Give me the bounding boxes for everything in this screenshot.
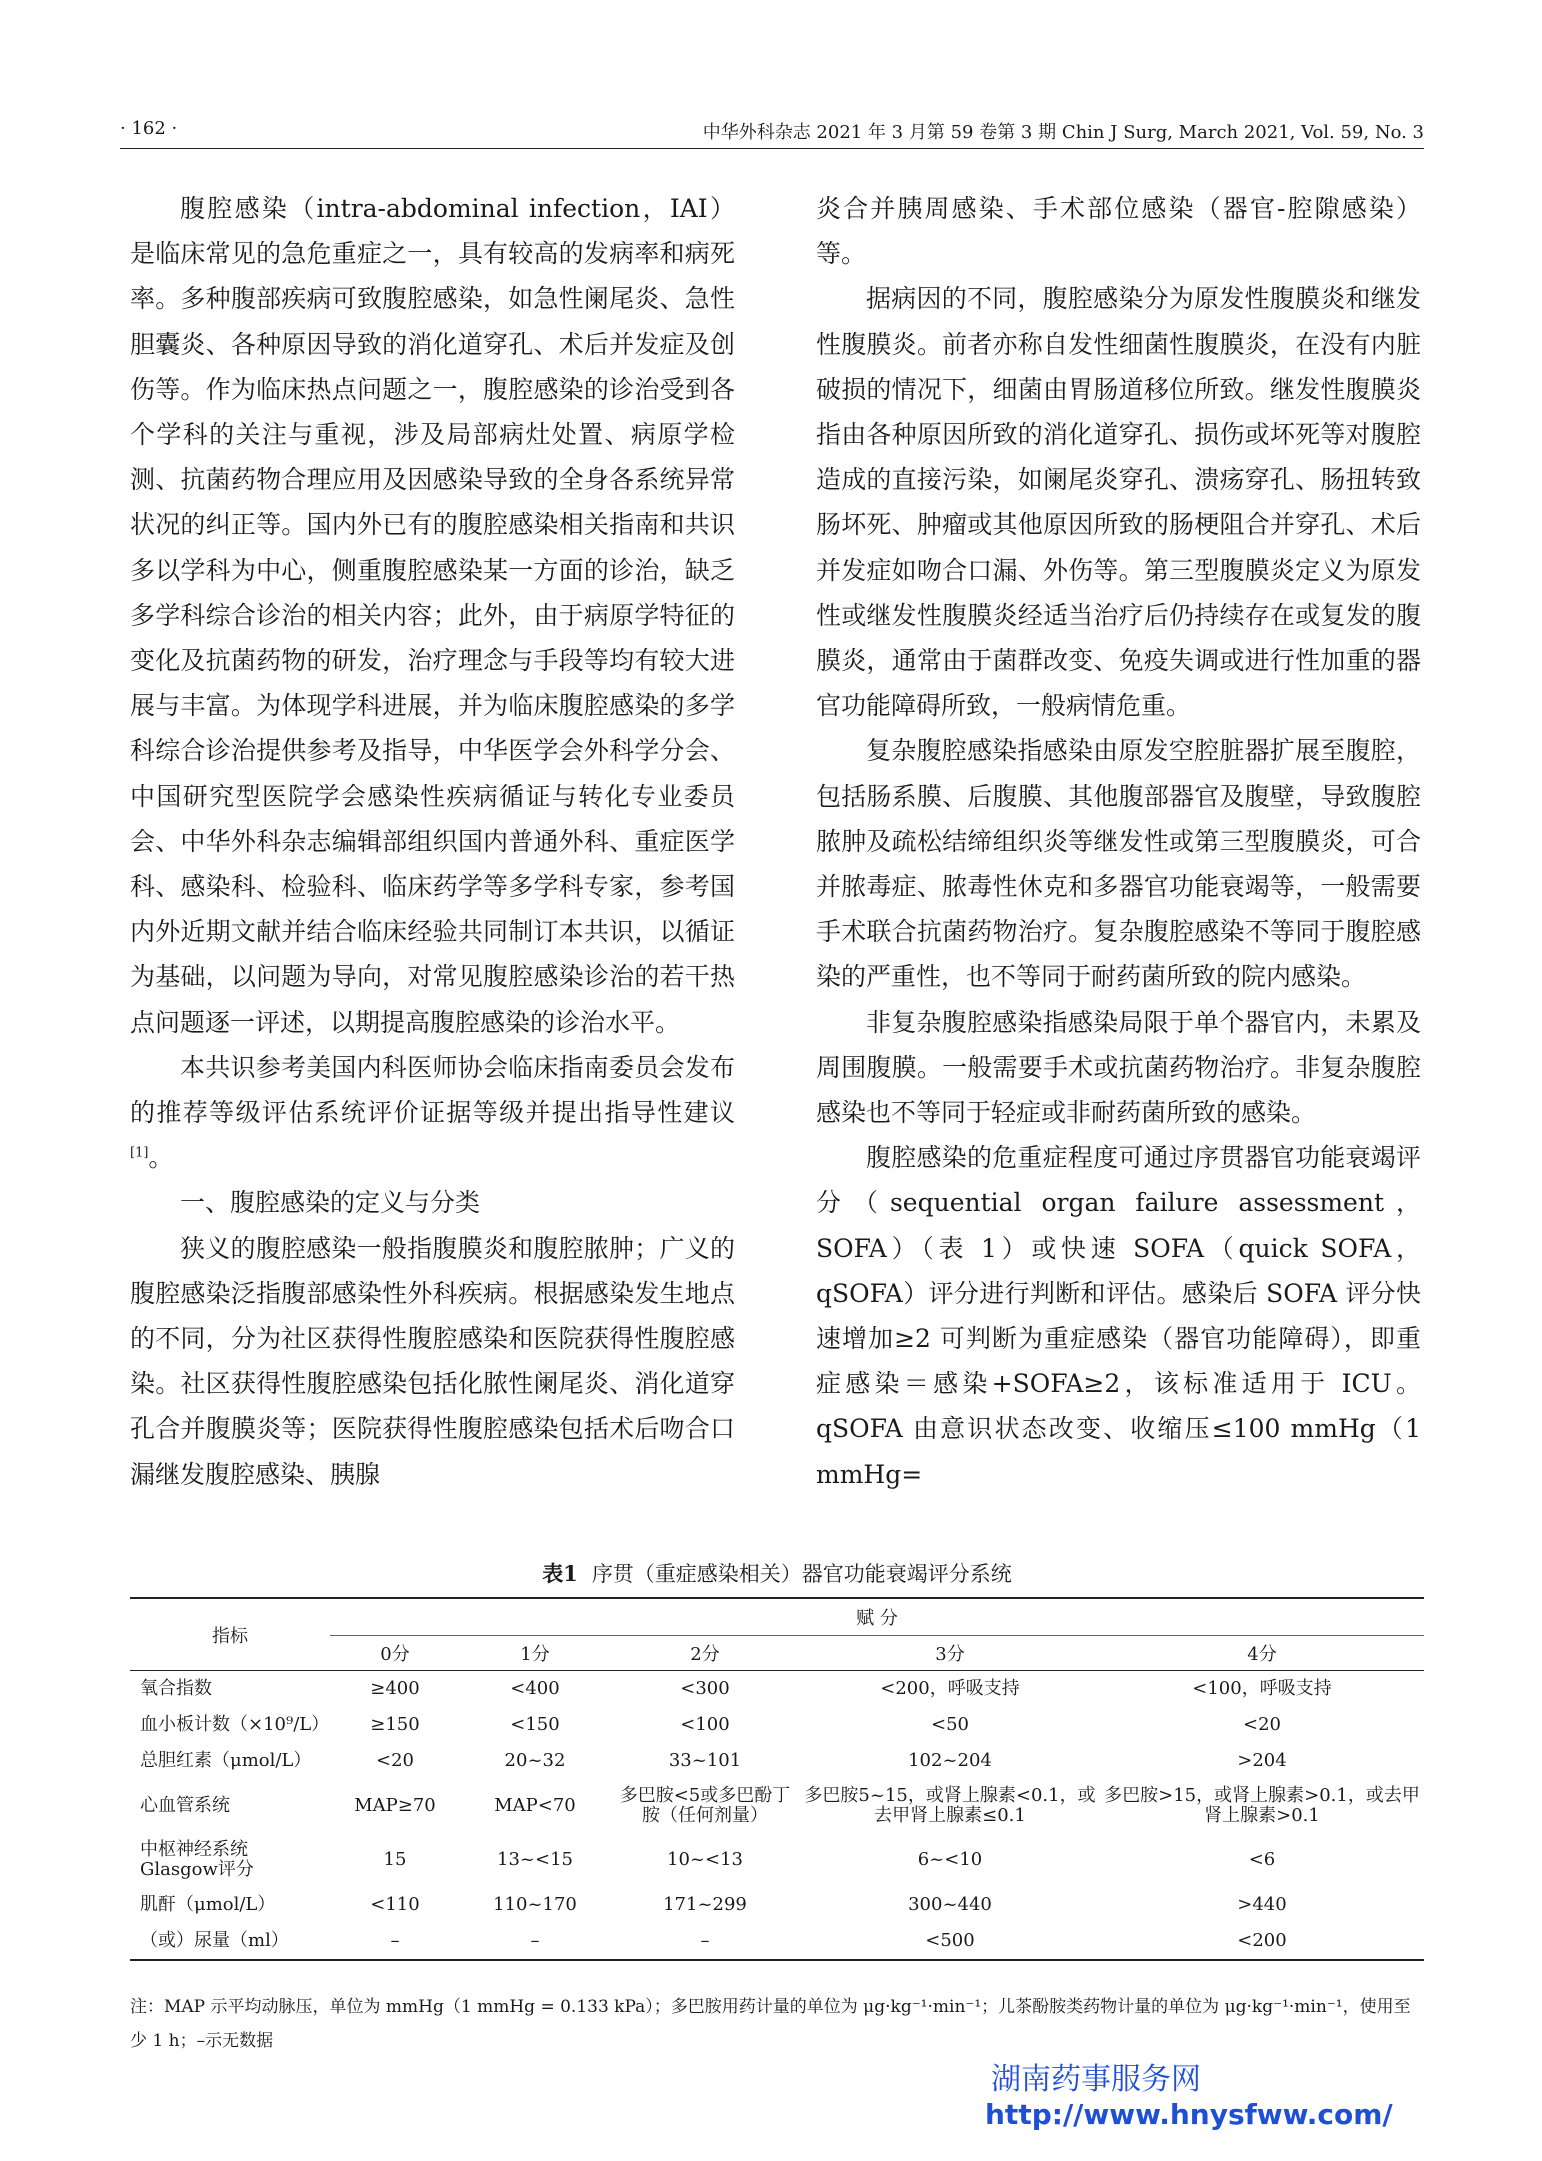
page-number: · 162 · — [120, 118, 178, 139]
table-cell: 171~299 — [663, 1894, 747, 1915]
row-indicator: 肌酐（μmol/L） — [140, 1894, 276, 1915]
table-row — [130, 1887, 1424, 1923]
header-score: 赋 分 — [330, 1598, 1424, 1636]
table-cell: <20 — [376, 1750, 414, 1771]
table-cell: 13~<15 — [497, 1849, 573, 1870]
table-cell: >440 — [1237, 1894, 1287, 1915]
table-cell: <100 — [680, 1714, 730, 1735]
table-caption — [130, 1558, 1424, 1588]
table-row — [130, 1671, 1424, 1708]
reference-mark[interactable]: [1] — [130, 1145, 149, 1161]
row-indicator: 氧合指数 — [140, 1678, 212, 1699]
table-cell: <110 — [370, 1894, 420, 1915]
table-cell: 多巴胺<5或多巴酚丁胺（任何剂量） — [619, 1785, 791, 1826]
table-cell: <200，呼吸支持 — [880, 1678, 1020, 1699]
table-row — [130, 1779, 1424, 1833]
watermark — [985, 2062, 1405, 2132]
table-cell: MAP≥70 — [354, 1795, 436, 1816]
table-cell: 15 — [383, 1849, 407, 1870]
right-column — [816, 186, 1421, 1497]
left-column — [130, 186, 735, 1497]
table-cell: ≥400 — [370, 1678, 420, 1699]
row-indicator: 总胆红素（μmol/L） — [140, 1750, 312, 1771]
header-score-4: 4分 — [1100, 1636, 1424, 1671]
header-score-1: 1分 — [460, 1636, 610, 1671]
etiology-paragraph: 据病因的不同，腹腔感染分为原发性腹膜炎和继发性腹膜炎。前者亦称自发性细菌性腹膜炎，在没有内脏破损的情况下，细菌由胃肠道移位所致。继发性腹膜炎指由各种原因所致的消化道穿孔、损伤或坏死等对腹腔造成的直接污染，如阑尾炎穿孔、溃疡穿孔、肠扭转致肠坏死、肿瘤或其他原因所致的肠梗阻合并穿孔、术后并发症如吻合口漏、外伤等。第三型腹膜炎定义为原发性或继发性腹膜炎经适当治疗后仍持续存在或复发的腹膜炎，通常由于菌群改变、免疫失调或进行性加重的器官功能障碍所致，一般病情危重。 — [816, 284, 1421, 721]
table-cell: <6 — [1248, 1849, 1276, 1870]
table-cell: – — [330, 1923, 460, 1960]
table-cell: 20~32 — [504, 1750, 566, 1771]
table-cell: 10~<13 — [667, 1849, 743, 1870]
table-cell: 102~204 — [908, 1750, 992, 1771]
table-row — [130, 1743, 1424, 1779]
intro-paragraph: 腹腔感染（intra-abdominal infection，IAI）是临床常见的急危重症之一，具有较高的发病率和病死率。多种腹部疾病可致腹腔感染，如急性阑尾炎、急性胆囊炎、各种原因导致的消化道穿孔、术后并发症及创伤等。作为临床热点问题之一，腹腔感染的诊治受到各个学科的关注与重视，涉及局部病灶处置、病原学检测、抗菌药物合理应用及因感染导致的全身各系统异常状况的纠正等。国内外已有的腹腔感染相关指南和共识多以学科为中心，侧重腹腔感染某一方面的诊治，缺乏多学科综合诊治的相关内容；此外，由于病原学特征的变化及抗菌药物的研发，治疗理念与手段等均有较大进展与丰富。为体现学科进展，并为临床腹腔感染的多学科综合诊治提供参考及指导，中华医学会外科学分会、中国研究型医院学会感染性疾病循证与转化专业委员会、中华外科杂志编辑部组织国内普通外科、重症医学科、感染科、检验科、临床药学等多学科专家，参考国内外近期文献并结合临床经验共同制订本共识，以循证为基础，以问题为导向，对常见腹腔感染诊治的若干热点问题逐一评述，以期提高腹腔感染的诊治水平。 — [130, 194, 735, 1037]
table-cell: 33~101 — [668, 1750, 742, 1771]
table-cell: MAP<70 — [494, 1795, 576, 1816]
definition-paragraph: 狭义的腹腔感染一般指腹膜炎和腹腔脓肿；广义的腹腔感染泛指腹部感染性外科疾病。根据感染发生地点的不同，分为社区获得性腹腔感染和医院获得性腹腔感染。社区获得性腹腔感染包括化脓性阑尾炎、消化道穿孔合并腹膜炎等；医院获得性腹腔感染包括术后吻合口漏继发腹腔感染、胰腺 — [130, 1233, 735, 1489]
row-indicator: 中枢神经系统 Glasgow评分 — [140, 1839, 254, 1880]
journal-citation: 中华外科杂志 2021 年 3 月第 59 卷第 3 期 Chin J Surg, March 2021, Vol. 59, No. 3 — [702, 122, 1424, 143]
table-cell: 6~<10 — [917, 1849, 983, 1870]
table-label: 表1 — [542, 1561, 578, 1586]
row-indicator: （或）尿量（ml） — [130, 1923, 330, 1960]
table-cell: 300~440 — [908, 1894, 992, 1915]
table-cell: <400 — [510, 1678, 560, 1699]
table-cell: 110~170 — [493, 1894, 577, 1915]
row-indicator: 心血管系统 — [140, 1795, 230, 1816]
table-cell: <300 — [680, 1678, 730, 1699]
table-cell: <100，呼吸支持 — [1192, 1678, 1332, 1699]
table-cell: – — [610, 1923, 800, 1960]
table-cell: 多巴胺5~15，或肾上腺素<0.1，或去甲肾上腺素≤0.1 — [804, 1785, 1096, 1826]
running-header — [120, 118, 1424, 149]
table-row — [130, 1707, 1424, 1743]
complex-infection-paragraph: 复杂腹腔感染指感染由原发空腔脏器扩展至腹腔，包括肠系膜、后腹膜、其他腹部器官及腹壁，导致腹腔脓肿及疏松结缔组织炎等继发性或第三型腹膜炎，可合并脓毒症、脓毒性休克和多器官功能衰竭等，一般需要手术联合抗菌药物治疗。复杂腹腔感染不等同于腹腔感染的严重性，也不等同于耐药菌所致的院内感染。 — [816, 736, 1421, 992]
table-row — [130, 1833, 1424, 1887]
header-score-3: 3分 — [800, 1636, 1100, 1671]
table-cell: <500 — [800, 1923, 1100, 1960]
watermark-url[interactable]: http://www.hnysfww.com/ — [985, 2098, 1393, 2131]
table-row — [130, 1923, 1424, 1960]
severity-paragraph: 腹腔感染的危重症程度可通过序贯器官功能衰竭评分（sequential organ failure assessment，SOFA）（表 1）或快速 SOFA（quick SOFA，qSOFA）评分进行判断和评估。感染后 SOFA 评分快速增加≥2 可判断为重症感染（器官功能障碍），即重症感染＝感染+SOFA≥2，该标准适用于 ICU。qSOFA 由意识状态改变、收缩压≤100 mmHg（1 mmHg= — [816, 1143, 1421, 1489]
header-score-2: 2分 — [610, 1636, 800, 1671]
row-indicator: 血小板计数（×10⁹/L） — [140, 1714, 330, 1735]
header-indicator: 指标 — [130, 1598, 330, 1671]
table-cell: ≥150 — [370, 1714, 420, 1735]
table-cell: 多巴胺>15，或肾上腺素>0.1，或去甲肾上腺素>0.1 — [1104, 1785, 1420, 1826]
table-cell: <200 — [1100, 1923, 1424, 1960]
continued-paragraph: 炎合并胰周感染、手术部位感染（器官-腔隙感染）等。 — [816, 194, 1421, 269]
uncomplicated-infection-paragraph: 非复杂腹腔感染指感染局限于单个器官内，未累及周围腹膜。一般需要手术或抗菌药物治疗。非复杂腹腔感染也不等同于轻症或非耐药菌所致的感染。 — [816, 1007, 1421, 1128]
table-cell: – — [460, 1923, 610, 1960]
table-cell: <50 — [931, 1714, 969, 1735]
table-title: 序贯（重症感染相关）器官功能衰竭评分系统 — [591, 1562, 1012, 1586]
watermark-name: 湖南药事服务网 — [991, 2062, 1201, 2097]
table-note: 注：MAP 示平均动脉压，单位为 mmHg（1 mmHg = 0.133 kPa）；多巴胺用药计量的单位为 μg·kg⁻¹·min⁻¹；儿茶酚胺类药物计量的单位为 μg·kg⁻¹·min⁻¹，使用至少 1 h；–示无数据 — [130, 1997, 1411, 2051]
header-score-0: 0分 — [330, 1636, 460, 1671]
table-cell: >204 — [1237, 1750, 1287, 1771]
table-cell: <150 — [510, 1714, 560, 1735]
evidence-paragraph: 本共识参考美国内科医师协会临床指南委员会发布的推荐等级评估系统评价证据等级并提出指导性建议[1]。 — [130, 1052, 735, 1173]
section-heading: 一、腹腔感染的定义与分类 — [180, 1188, 481, 1218]
sofa-table — [130, 1597, 1424, 1961]
table-cell: <20 — [1243, 1714, 1281, 1735]
